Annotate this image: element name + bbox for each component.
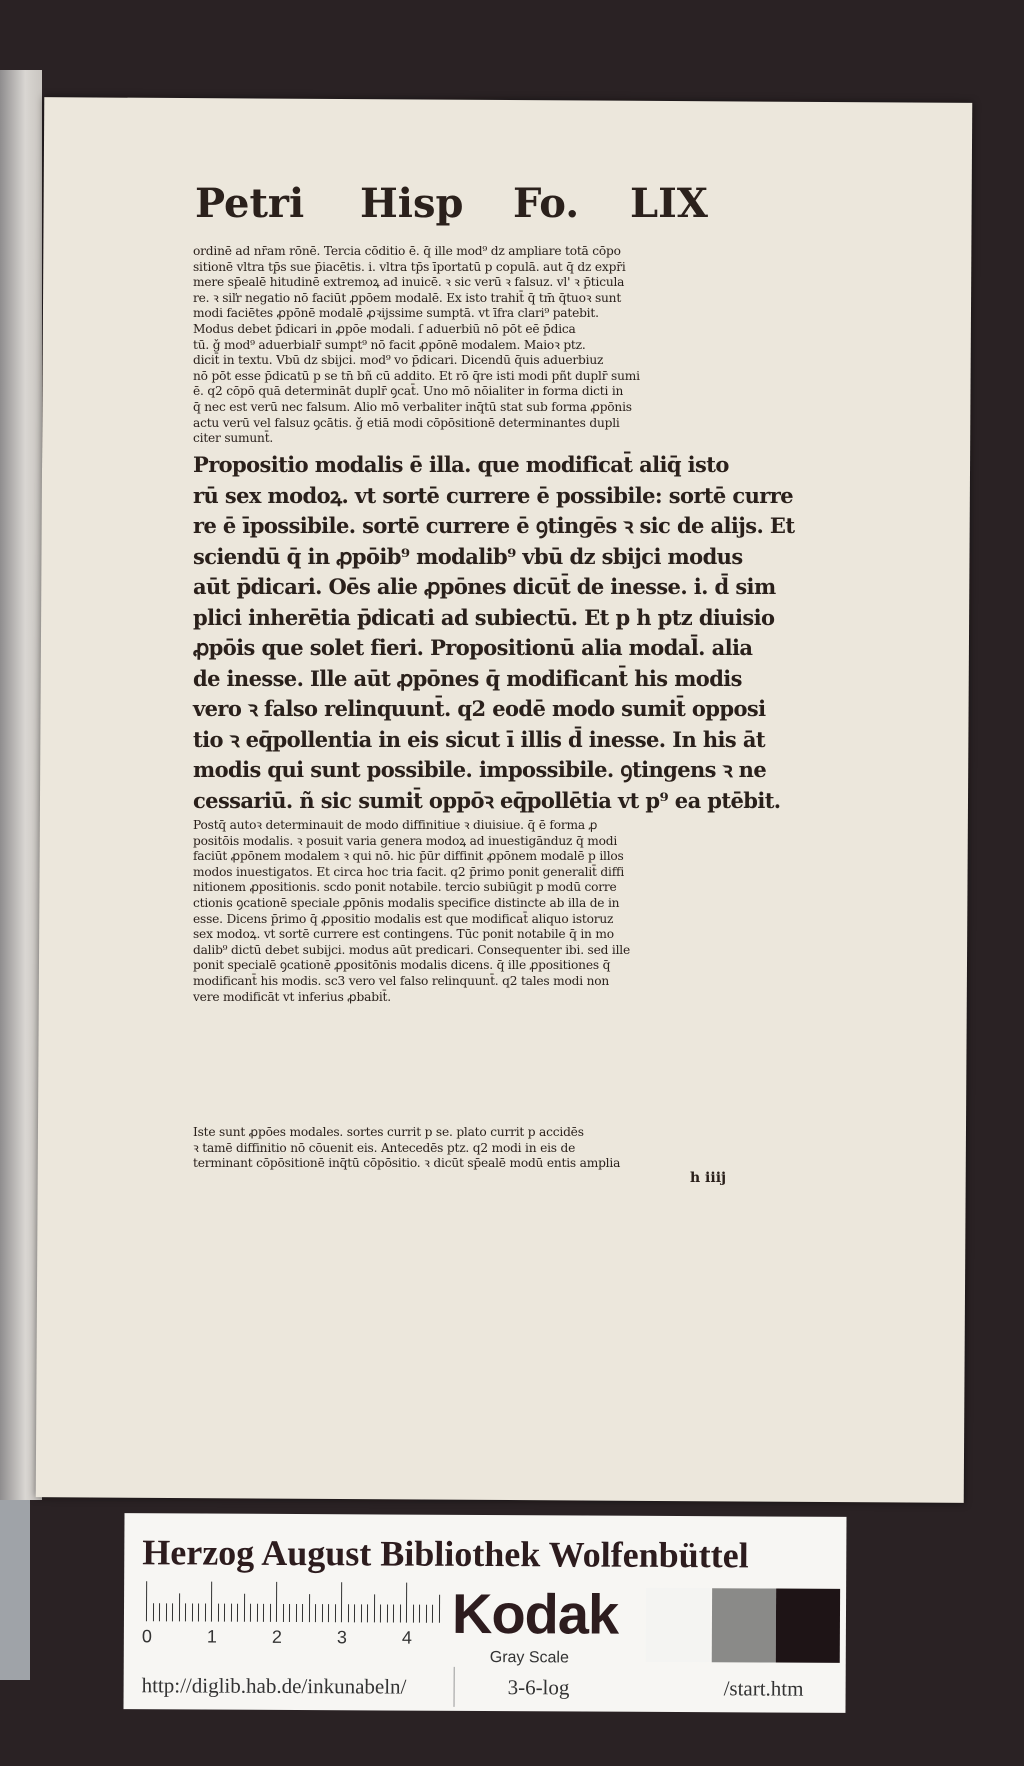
text-line: positōis modalis. ꝛ posuit varia genera modoꝝ ad inuestigānduz q̄ modi <box>193 833 618 848</box>
ruler-tick <box>419 1605 420 1623</box>
text-line: ponit specialē ꝯcationē ꝓpositōnis modalis dicens. q̄ ille ꝓpositiones q̄ <box>193 958 611 973</box>
ruler-tick <box>412 1605 413 1623</box>
ruler-number: 3 <box>336 1627 347 1648</box>
ruler-tick <box>178 1593 179 1621</box>
ruler-tick <box>276 1582 277 1622</box>
text-line: ctionis ꝯcationē speciale ꝓpōnis modalis specifice distincte ab illa de in <box>193 895 620 910</box>
ruler-tick <box>341 1582 342 1622</box>
ruler-tick <box>165 1603 166 1621</box>
ruler-tick <box>328 1604 329 1622</box>
ruler-tick <box>289 1604 290 1622</box>
text-line: Iste sunt ꝓpōes modales. sortes currit p se. plato currit p accidēs <box>193 1125 584 1139</box>
folio-label: Fo. <box>513 180 580 227</box>
commentary-block-2 <box>193 818 731 1005</box>
text-line: ordinē ad nr̄am rōnē. Tercia cōditio ē. q̄ ille mod⁹ dz ampliare totā cōpo <box>193 244 621 258</box>
text-line: q̄ nec est verū nec falsum. Alio mō verbaliter inq̄tū stat sub forma ꝓpōnis <box>193 399 632 414</box>
ruler-tick <box>237 1604 238 1622</box>
ruler-tick <box>432 1605 433 1623</box>
ruler-number: 1 <box>206 1626 217 1647</box>
text-line: modificant̄ his modis. sc3 vero vel falso relinquunt̄. q2 tales modi non <box>193 973 610 988</box>
ruler-tick <box>386 1604 387 1622</box>
kodak-logo: Kodak <box>451 1581 619 1646</box>
ruler-tick <box>230 1604 231 1622</box>
header-left: Petri <box>195 180 305 227</box>
ruler-tick <box>224 1604 225 1622</box>
main-text-block <box>193 450 795 816</box>
text-line: ꝛ tamē diffinitio nō cōuenit eis. Antecedēs ptz. q2 modi in eis de <box>193 1140 576 1155</box>
ruler-tick <box>191 1603 192 1621</box>
ruler-tick <box>146 1581 147 1621</box>
ruler-tick <box>347 1604 348 1622</box>
signature-mark: h iiij <box>690 1170 727 1186</box>
text-line: tū. ǧ mod⁹ aduerbialr̄ sumpt⁹ nō facit ꝓpōnē modalem. Maioꝛ ptz. <box>193 337 586 352</box>
text-line: Modus debet p̄dicari in ꝓpōe modali. ſ aduerbiū nō pōt eē p̄dica <box>193 321 576 336</box>
ruler-tick <box>198 1603 199 1621</box>
ruler-tick <box>425 1605 426 1623</box>
ruler-tick <box>302 1604 303 1622</box>
ruler-tick <box>204 1604 205 1622</box>
ruler-number: 0 <box>141 1626 152 1647</box>
ruler-tick <box>380 1604 381 1622</box>
text-line: nō pōt esse p̄dicatū p se tn̄ bñ cū addito. Et rō q̄re isti modi pñt duplr̄ sumi <box>193 368 640 383</box>
text-line: sitionē vltra tp̄s sue p̄iacētis. i. vltra tp̄s īportatū p copulā. aut q̄ dz expr̄i <box>193 259 626 274</box>
ruler-tick <box>367 1604 368 1622</box>
adjacent-page-edge-lower <box>0 1500 30 1680</box>
ruler-tick <box>360 1604 361 1622</box>
header-middle: Hisp <box>360 180 464 227</box>
text-line: sciendū q̄ in ꝓpōib⁹ modalib⁹ vbū dz sbijci modus <box>193 543 743 569</box>
ruler-tick <box>373 1594 374 1622</box>
divider <box>454 1667 455 1707</box>
text-line: modos inuestigatos. Et circa hoc tria facit. q2 p̄rimo ponit generalit̄ diffi <box>193 864 625 879</box>
ruler-tick <box>172 1603 173 1621</box>
ruler-tick <box>243 1594 244 1622</box>
swatch-black <box>776 1589 840 1663</box>
ruler-tick <box>269 1604 270 1622</box>
ruler-number: 4 <box>401 1627 412 1648</box>
ruler-tick <box>438 1595 439 1623</box>
text-line: ē. q2 cōpō quā determināt duplr̄ ꝯcat̄. Uno mō nōialiter in forma dicti in <box>193 384 624 399</box>
text-line: Postq̄ autoꝛ determinauit de modo diffinitiue ꝛ diuisiue. q̄ ē forma ꝓ <box>193 818 598 832</box>
ruler-tick <box>152 1603 153 1621</box>
text-line: nitionem ꝓpositionis. scdo ponit notabile. tercio subiūgit p modū corre <box>193 880 617 895</box>
ruler-tick <box>315 1604 316 1622</box>
text-line: dicit̄ in textu. Vbū dz sbijci. mod⁹ vo p̄dicari. Dicendū q̄uis aduerbiuz <box>193 353 604 368</box>
text-line: mere sp̄ealē hitudinē extremoꝝ ad inuicē. ꝛ sic verū ꝛ falsuz. vl' ꝛ p̄ticula <box>193 275 625 290</box>
text-line: aūt p̄dicari. Oēs alie ꝓpōnes dicūt̄ de inesse. i. d̄ sim <box>193 574 776 599</box>
commentary-block-1 <box>193 244 731 447</box>
ruler-number: 2 <box>271 1626 282 1647</box>
color-target-card <box>123 1513 846 1713</box>
ruler-tick <box>399 1605 400 1623</box>
text-line: plici inherētia p̄dicati ad subiectū. Et p h ptz diuisio <box>193 604 775 630</box>
url-prefix: http://diglib.hab.de/inkunabeln/ <box>141 1673 407 1699</box>
text-line: re ē īpossibile. sortē currere ē ꝯtingēs ꝛ sic de alijs. Et <box>193 513 795 538</box>
ruler-tick <box>354 1604 355 1622</box>
text-line: ꝓpōis que solet fieri. Propositionū alia modal̄. alia <box>193 635 753 660</box>
ruler <box>142 1579 442 1655</box>
ruler-tick <box>321 1604 322 1622</box>
ruler-tick <box>282 1604 283 1622</box>
text-line: terminant cōpōsitionē inq̄tū cōpōsitio. ꝛ dicūt sp̄ealē modū entis amplia <box>193 1156 621 1171</box>
ruler-tick <box>250 1604 251 1622</box>
ruler-tick <box>295 1604 296 1622</box>
text-line: dalib⁹ dictū debet subijci. modus aūt predicari. Consequenter ibi. sed ille <box>193 942 630 957</box>
swatch-gray <box>712 1588 776 1662</box>
ruler-tick <box>185 1603 186 1621</box>
ruler-tick <box>159 1603 160 1621</box>
text-line: faciūt ꝓpōnem modalem ꝛ qui nō. hic p̄ūr diffinit ꝓpōnem modalē p illos <box>193 849 624 864</box>
ruler-tick <box>217 1604 218 1622</box>
text-line: sex modoꝝ. vt sortē currere est contingens. Tūc ponit notabile q̄ in mo <box>193 927 614 942</box>
text-line: vere modificāt vt inferius ꝓbabit̄. <box>193 989 391 1004</box>
url-suffix: /start.htm <box>723 1676 804 1701</box>
text-line: cessariū. ñ sic sumit̄ oppōꝛ eq̄pollētia vt p⁹ ea ptēbit. <box>193 787 781 813</box>
text-line: re. ꝛ siľr negatio nō faciūt ꝓpōem modalē. Ex isto trahit̄ q̄ tm̄ q̄tuoꝛ sunt <box>193 290 622 305</box>
ruler-tick <box>211 1582 212 1622</box>
ruler-tick <box>393 1605 394 1623</box>
commentary-block-3 <box>193 1125 731 1172</box>
swatch-white <box>646 1588 710 1662</box>
text-line: de inesse. Ille aūt ꝓpōnes q̄ modificant̄ his modis <box>193 665 742 691</box>
ruler-tick <box>256 1604 257 1622</box>
ruler-tick <box>334 1604 335 1622</box>
text-line: vero ꝛ falso relinquunt̄. q2 eodē modo sumit̄ opposi <box>193 696 766 721</box>
text-line: citer sumunt̄. <box>193 431 274 446</box>
text-line: modis qui sunt possibile. impossibile. ꝯtingens ꝛ ne <box>193 757 767 782</box>
adjacent-page-edge <box>0 70 42 1500</box>
text-line: Propositio modalis ē illa. que modificat̄ aliq̄ isto <box>193 452 729 477</box>
library-name: Herzog August Bibliothek Wolfenbüttel <box>142 1532 749 1576</box>
text-line: esse. Dicens p̄rimo q̄ ꝓpositio modalis est que modificat̄ aliquo istoruz <box>193 911 614 926</box>
folio-number: LIX <box>630 180 708 227</box>
gray-scale-label: Gray Scale <box>489 1649 569 1667</box>
shelfmark: 3-6-log <box>507 1675 570 1700</box>
ruler-tick <box>263 1604 264 1622</box>
text-line: modi faciētes ꝓpōnē modalē ꝓꝛijssime sumptā. vt īfra clari⁹ patebit. <box>193 306 599 321</box>
ruler-tick <box>308 1594 309 1622</box>
ruler-tick <box>406 1583 407 1623</box>
text-line: rū sex modoꝝ. vt sortē currere ē possibile: sortē curre <box>193 482 793 508</box>
running-header <box>195 180 730 230</box>
text-line: tio ꝛ eq̄pollentia in eis sicut ī illis d̄ inesse. In his āt <box>193 726 765 752</box>
text-line: actu verū vel falsuz ꝯcātis. ǧ etiā modi cōpōsitionē determinantes dupli <box>193 415 620 430</box>
